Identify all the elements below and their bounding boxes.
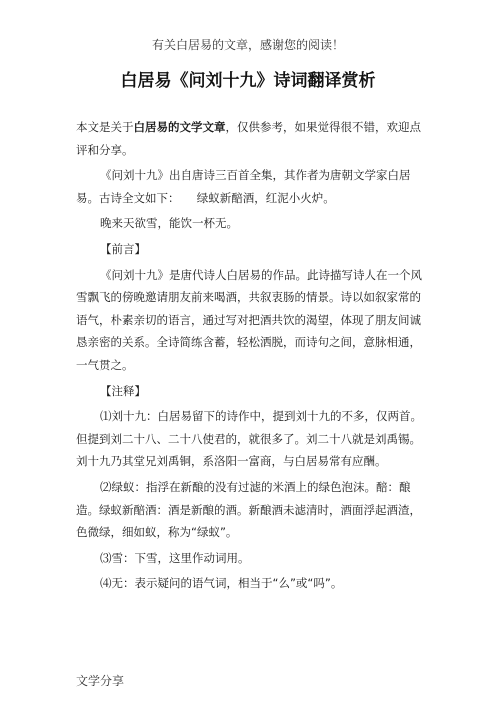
intro-bold: 白居易的文学文章	[133, 120, 226, 134]
page-footer: 文学分享	[76, 674, 125, 688]
preface-heading: 【前言】	[100, 241, 146, 256]
source-paragraph: 《问刘十九》出自唐诗三百首全集，其作者为唐朝文学家白居易。古诗全文如下： 绿蚁新醅酒，红泥小火炉。	[76, 168, 411, 205]
article-body	[76, 116, 424, 598]
page-title: 白居易《问刘十九》诗词翻译赏析	[120, 71, 376, 91]
intro-prefix: 本文是关于	[76, 120, 134, 134]
note-1: ⑴刘十九：白居易留下的诗作中，提到刘十九的不多，仅两首。但提到刘二十八、二十八使君的，就很多了。刘二十八就是刘禹锡。刘十九乃其堂兄刘禹铜，系洛阳一富商，与白居易常有应酬。	[76, 409, 422, 469]
note-2: ⑵绿蚁：指浮在新酿的没有过滤的米酒上的绿色泡沫。醅：酿造。绿蚁新醅酒：酒是新酿的酒。新酿酒未滤清时，酒面浮起酒渣，色微绿，细如蚁，称为“绿蚁”。	[76, 479, 421, 540]
intro-paragraph	[76, 116, 424, 161]
note-4: ⑷无：表示疑问的语气词，相当于“么”或“吗”。	[100, 576, 343, 591]
poem-line-2: 晚来天欲雪，能饮一杯无。	[100, 216, 238, 231]
page-header: 有关白居易的文章，感谢您的阅读！	[151, 38, 344, 52]
note-3: ⑶雪：下雪，这里作动词用。	[100, 550, 250, 565]
notes-heading: 【注释】	[100, 383, 146, 398]
preface-paragraph: 《问刘十九》是唐代诗人白居易的作品。此诗描写诗人在一个风雪飘飞的傍晚邀请朋友前来喝酒，共叙衷肠的情景。诗以如叙家常的语气，朴素亲切的语言，通过写对把酒共饮的渴望，体现了朋友间诚恳亲密的关系。全诗简练含蓄，轻松洒脱，而诗句之间，意脉相通，一气贯之。	[76, 267, 422, 372]
intro-suffix: ，仅供参考，如果觉得很不错，欢迎点评和分享。	[76, 120, 421, 157]
